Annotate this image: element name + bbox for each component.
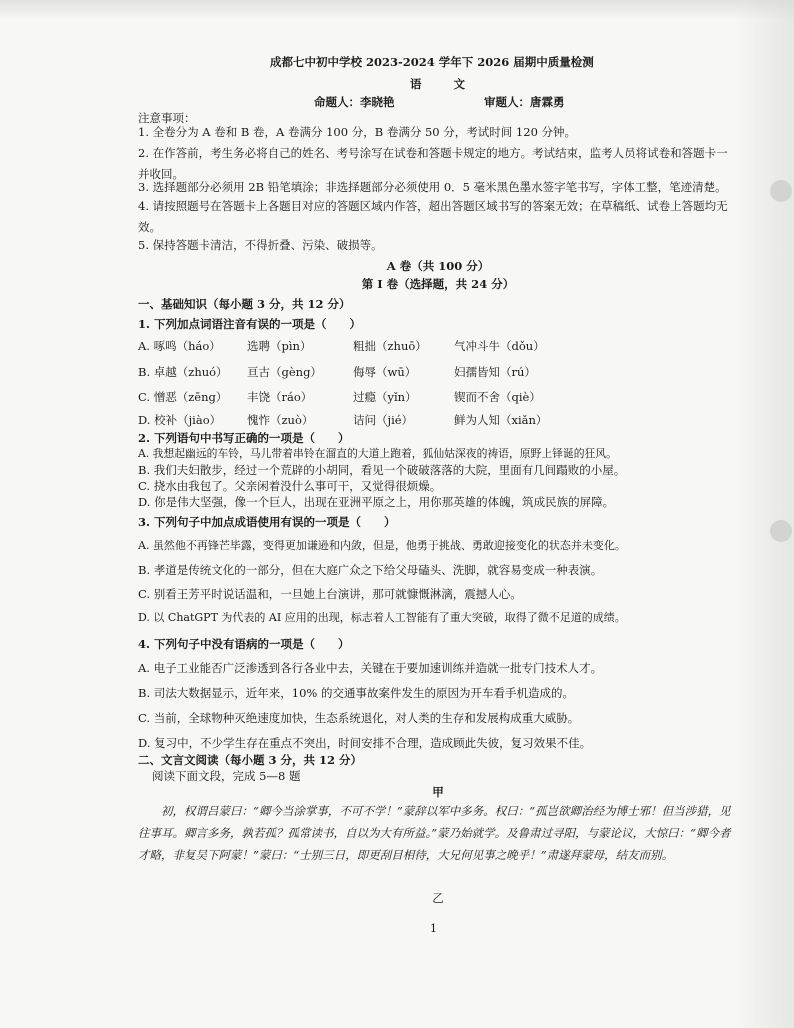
notes-item: 3. 选择题部分必须用 2B 铅笔填涂；非选择题部分必须使用 0．5 毫米黑色墨水签字笔书写，字体工整，笔迹清楚。 <box>138 180 727 194</box>
q1-option: 过瘾（yǐn） <box>353 390 417 404</box>
q1-option: 选聘（pìn） <box>247 339 312 353</box>
q3-option: B. 孝道是传统文化的一部分，但在大庭广众之下给父母磕头、洗脚，就容易变成一种表演。 <box>138 563 603 577</box>
binding-hole <box>770 520 792 542</box>
exam-title: 成都七中初中学校 2023-2024 学年下 2026 届期中质量检测 <box>270 55 594 69</box>
q3-option: A. 虽然他不再锋芒毕露，变得更加谦逊和内敛，但是，他勇于挑战、勇敢迎接变化的状态并未变化。 <box>138 539 626 552</box>
q4-option: C. 当前，全球物种灭绝速度加快，生态系统退化，对人类的生存和发展构成重大威胁。 <box>138 711 580 725</box>
passage-jia-label: 甲 <box>432 785 444 799</box>
part-1-heading: 第 I 卷（选择题，共 24 分） <box>361 277 515 291</box>
q4-stem: 4. 下列句子中没有语病的一项是（ ） <box>138 637 350 651</box>
q1-option: 气冲斗牛（dǒu） <box>454 339 545 353</box>
notes-item: 5. 保持答题卡清洁，不得折叠、污染、破损等。 <box>138 238 383 252</box>
passage-jia-text: 初，权谓吕蒙曰：“卿今当涂掌事，不可不学！”蒙辞以军中多务。权曰：“孤岂欲卿治经为博士邪！但当涉猎，见往事耳。卿言多务，孰若孤？孤常读书，自以为大有所益。”蒙乃始就学。及鲁肃过寻阳，与蒙论议，大惊曰：“卿今者才略，非复吴下阿蒙！”蒙曰：“士别三日，即更刮目相待，大兄何见事之晚乎！”肃遂拜蒙母，结友而别。 <box>138 804 731 862</box>
notes-item: 2. 在作答前，考生务必将自己的姓名、考号涂写在试卷和答题卡规定的地方。考试结束，监考人员将试卷和答题卡一并收回。 <box>138 146 728 181</box>
q1-option: 妇孺皆知（rú） <box>454 365 536 379</box>
q1-option: 愧怍（zuò） <box>247 413 314 427</box>
section-2-heading: 二、文言文阅读（每小题 3 分，共 12 分） <box>138 753 363 767</box>
q2-option: A. 我想起幽远的车铃，马儿带着串铃在溜直的大道上跑着，狐仙姑深夜的祷语，原野上铎诞的狂风。 <box>138 447 617 460</box>
q1-stem: 1. 下列加点词语注音有误的一项是（ ） <box>138 317 362 331</box>
notes-item: 1. 全卷分为 A 卷和 B 卷，A 卷满分 100 分，B 卷满分 50 分，考试时间 120 分钟。 <box>138 125 577 139</box>
binding-hole <box>770 180 792 202</box>
q3-option: C. 别看王芳平时说话温和，一旦她上台演讲，那可就慷慨淋漓，震撼人心。 <box>138 587 522 601</box>
q1-option: 鲜为人知（xiǎn） <box>454 413 548 427</box>
question-setter: 命题人：李晓艳 <box>314 95 395 109</box>
notes-heading: 注意事项： <box>138 111 196 125</box>
reading-instruction: 阅读下面文段，完成 5—8 题 <box>152 769 301 783</box>
scan-shadow-right <box>734 0 794 1028</box>
q2-option: B. 我们夫妇散步，经过一个荒辟的小胡同，看见一个破破落落的大院，里面有几间蹋败的小屋。 <box>138 463 626 477</box>
q1-option: D. 校补（jiào） <box>138 413 222 427</box>
q1-option: A. 啄鸣（háo） <box>138 339 221 353</box>
q2-option: C. 挠水由我包了。父亲闲着没什么事可干，又觉得很烦燥。 <box>138 479 442 493</box>
q3-stem: 3. 下列句子中加点成语使用有误的一项是（ ） <box>138 515 396 529</box>
question-reviewer: 审题人：唐霖勇 <box>484 95 565 109</box>
passage-yi-label: 乙 <box>432 891 444 905</box>
q1-option: 丰饶（ráo） <box>247 390 313 404</box>
scan-shadow-top <box>0 0 794 20</box>
q4-option: B. 司法大数据显示，近年来，10% 的交通事故案件发生的原因为开车看手机造成的。 <box>138 686 574 700</box>
q1-option: 侮辱（wū） <box>353 365 417 379</box>
q1-option: 诘问（jié） <box>353 413 414 427</box>
q2-stem: 2. 下列语句中书写正确的一项是（ ） <box>138 431 350 445</box>
q1-option: 锲而不舍（qiè） <box>454 390 541 404</box>
page-number: 1 <box>430 922 437 935</box>
volume-a-heading: A 卷（共 100 分） <box>386 259 490 273</box>
notes-item: 4. 请按照题号在答题卡上各题目对应的答题区域内作答，超出答题区域书写的答案无效；在草稿纸、试卷上答题均无效。 <box>138 199 728 234</box>
exam-subject: 语文 <box>410 77 497 91</box>
q4-option: D. 复习中，不少学生存在重点不突出，时间安排不合理，造成顾此失彼，复习效果不佳。 <box>138 736 592 750</box>
section-1-heading: 一、基础知识（每小题 3 分，共 12 分） <box>138 297 351 311</box>
q1-option: 粗拙（zhuō） <box>353 339 427 353</box>
q2-option: D. 你是伟大坚强，像一个巨人，出现在亚洲平原之上，用你那英雄的体魄，筑成民族的屏障。 <box>138 495 615 509</box>
q1-option: 亘古（gèng） <box>247 365 322 379</box>
q1-option: C. 憎恶（zēng） <box>138 390 228 404</box>
q4-option: A. 电子工业能否广泛渗透到各行各业中去，关键在于要加速训练并造就一批专门技术人才。 <box>138 661 603 675</box>
q3-option: D. 以 ChatGPT 为代表的 AI 应用的出现，标志着人工智能有了重大突破，取得了微不足道的成绩。 <box>138 611 626 624</box>
q1-option: B. 卓越（zhuó） <box>138 365 228 379</box>
